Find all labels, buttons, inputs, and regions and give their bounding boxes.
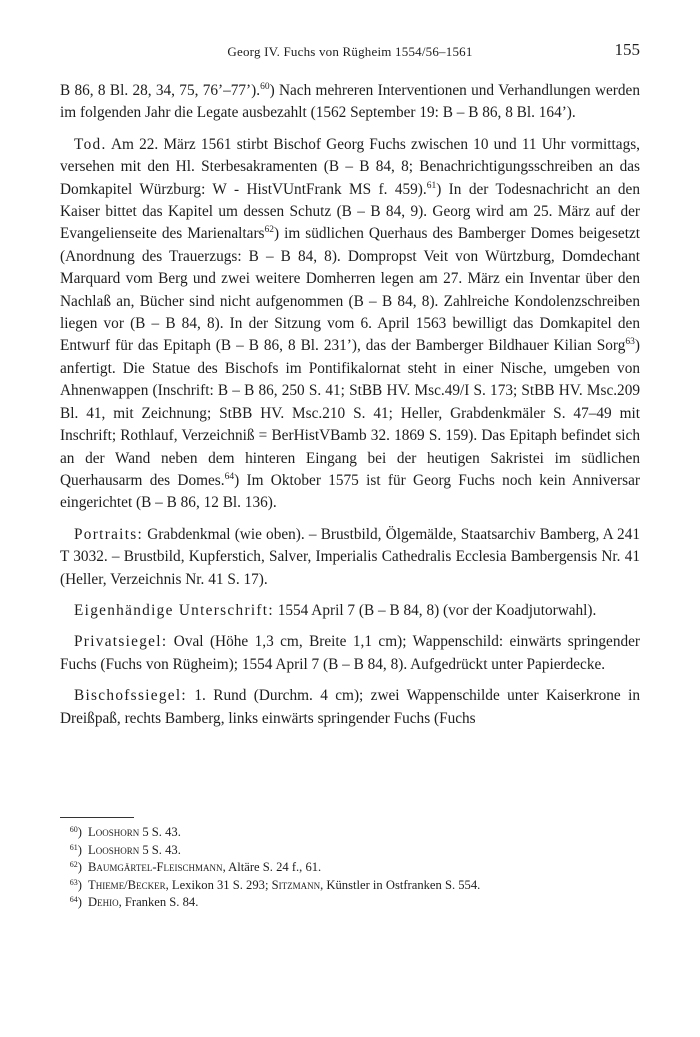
footnote-number-value: 62 — [69, 860, 78, 870]
paragraph-legate — [60, 80, 640, 125]
footnote — [60, 824, 640, 842]
running-head — [60, 40, 640, 64]
section-heading-portraits: Portraits: — [74, 525, 144, 543]
section-heading-signature: Eigenhändige Unterschrift: — [74, 601, 274, 619]
body-text — [60, 80, 640, 739]
paragraph-private-seal — [60, 631, 640, 676]
footnote-ref: 60 — [260, 82, 270, 92]
footnote-text — [88, 877, 480, 895]
footnote-number: $^{64}$) — [69, 895, 82, 910]
footnote-rest: , Künstler in Ostfranken S. 554. — [320, 877, 481, 892]
section-heading-bishop-seal: Bischofssiegel: — [74, 687, 187, 705]
footnote-author: Looshorn — [88, 825, 140, 839]
text-run: Grabdenkmal (wie oben). – Brustbild, Ölgemälde, Staatsarchiv Bamberg, A 241 T 3032. – Brustbild, Kupferstich, Salver, Imperialis Cathedralis Ecclesia Bambergensis Nr. 41 (Heller, Verzeichnis Nr. 41 S. 17). — [60, 525, 640, 588]
footnote-number-value: 64 — [69, 895, 78, 905]
text-run: ) In der Todesnachricht an den Kaiser bittet das Kapitel um dessen Schutz (B – B 84, 9). Georg wird am 25. März auf der Evangelienseite des Marienaltars — [60, 180, 640, 243]
footnote — [60, 859, 640, 877]
footnotes — [60, 824, 640, 912]
footnote — [60, 842, 640, 860]
footnote-text — [88, 894, 198, 912]
footnote-number-value: 63 — [69, 877, 78, 887]
footnote-divider — [60, 817, 134, 818]
footnote — [60, 894, 640, 912]
footnote-rest: 5 S. 43. — [139, 842, 181, 857]
footnote-text — [88, 824, 181, 842]
text-run: B 86, 8 Bl. 28, 34, 75, 76’–77’). — [60, 82, 261, 99]
footnote-ref: 61 — [426, 180, 437, 191]
text-run: 1554 April 7 (B – B 84, 8) (vor der Koadjutorwahl). — [273, 601, 597, 619]
footnote-rest: , Franken S. 84. — [118, 895, 199, 910]
running-title: Georg IV. Fuchs von Rügheim 1554/56–1561 — [227, 44, 473, 59]
footnote-author: Thieme/Becker — [88, 877, 166, 892]
footnote-ref: 64 — [224, 471, 235, 482]
text-run: 1. Rund (Durchm. 4 cm); zwei Wappenschilde unter Kaiserkrone in Dreißpaß, rechts Bamberg, links einwärts springender Fuchs (Fuchs — [60, 687, 640, 727]
text-run: ) im südlichen Querhaus des Bamberger Domes beigesetzt (Anordnung des Trauerzugs: B – B 84, 8). Dompropst Veit von Würtzburg, Domdechant Marquard vom Berg und zwei weitere Domherren legen am 27. März ein Inventar über den Nachlaß an, Bücher sind nicht aufgenommen (B – B 84, 8). Zahlreiche Kondolenzschreiben liegen vor (B – B 84, 8). In der Sitzung vom 6. April 1563 bewilligt das Domkapitel den Entwurf für das Epitaph (B – B 86, 8 Bl. 231’), das der Bamberger Bildhauer Kilian Sorg — [60, 225, 640, 355]
footnote-author: Sitzmann — [271, 877, 321, 892]
footnote-author: Looshorn — [88, 842, 140, 857]
footnote-number-value: 61 — [69, 842, 78, 852]
footnote-rest: , Altäre S. 24 f., 61. — [222, 860, 322, 875]
footnote-text — [88, 842, 181, 860]
footnote-ref: 63 — [625, 337, 635, 348]
footnote-number: $^{63}$) — [69, 877, 82, 892]
footnote-number: $^{61}$) — [69, 842, 82, 857]
footnote-number: $^{62}$) — [69, 860, 82, 875]
paragraph-portraits — [60, 524, 640, 591]
footnote-author: Dehio — [88, 895, 119, 910]
section-heading-private-seal: Privatsiegel: — [74, 633, 168, 651]
footnote-number: $^{60}$) — [69, 825, 82, 839]
paragraph-tod — [60, 134, 640, 515]
footnote — [60, 877, 640, 895]
text-run: Oval (Höhe 1,3 cm, Breite 1,1 cm); Wappenschild: einwärts springender Fuchs (Fuchs von Rügheim); 1554 April 7 (B – B 84, 8). Aufgedrückt unter Papierdecke. — [60, 633, 640, 673]
footnote-author: Baumgärtel-Fleischmann — [88, 860, 223, 875]
paragraph-signature — [60, 600, 640, 622]
text-run: ) anfertigt. Die Statue des Bischofs im Pontifikalornat steht in einer Nische, umgeben von Ahnenwappen (Inschrift: B – B 86, 250 S. 41; StBB HV. Msc.49/I S. 173; StBB HV. Msc.209 Bl. 41, mit Zeichnung; StBB HV. Msc.210 S. 41; Heller, Grabdenkmäler S. 47–49 mit Inschrift; Rothlauf, Verzeichniß = BerHistVBamb 32. 1869 S. 159). Das Epitaph befindet sich an der Wand neben dem hinteren Eingang bei der heutigen Sakristei im südlichen Querhausarm des Domes. — [60, 337, 640, 489]
page-number: 155 — [614, 40, 640, 59]
footnote-text — [88, 859, 321, 877]
footnote-ref: 62 — [264, 225, 275, 236]
text-run: ) Im Oktober 1575 ist für Georg Fuchs noch kein Anniversar eingerichtet (B – B 86, 12 Bl. 136). — [60, 471, 640, 512]
paragraph-bishop-seal — [60, 685, 640, 730]
footnote-number-value: 60 — [69, 825, 78, 834]
text-run: ) Nach mehreren Interventionen und Verhandlungen werden im folgenden Jahr die Legate ausbezahlt (1562 September 19: B – B 86, 8 Bl. 164’). — [60, 82, 640, 122]
footnote-rest: , Lexikon 31 S. 293; — [165, 877, 272, 892]
section-heading-tod: Tod. — [74, 135, 107, 153]
text-run: Am 22. März 1561 stirbt Bischof Georg Fuchs zwischen 10 und 11 Uhr vormittags, versehen mit den Hl. Sterbesakramenten (B – B 84, 8; Benachrichtigungsschreiben an das Domkapitel Würzburg: W - HistVUntFrank MS f. 459). — [60, 135, 640, 198]
footnote-rest: 5 S. 43. — [139, 825, 181, 839]
